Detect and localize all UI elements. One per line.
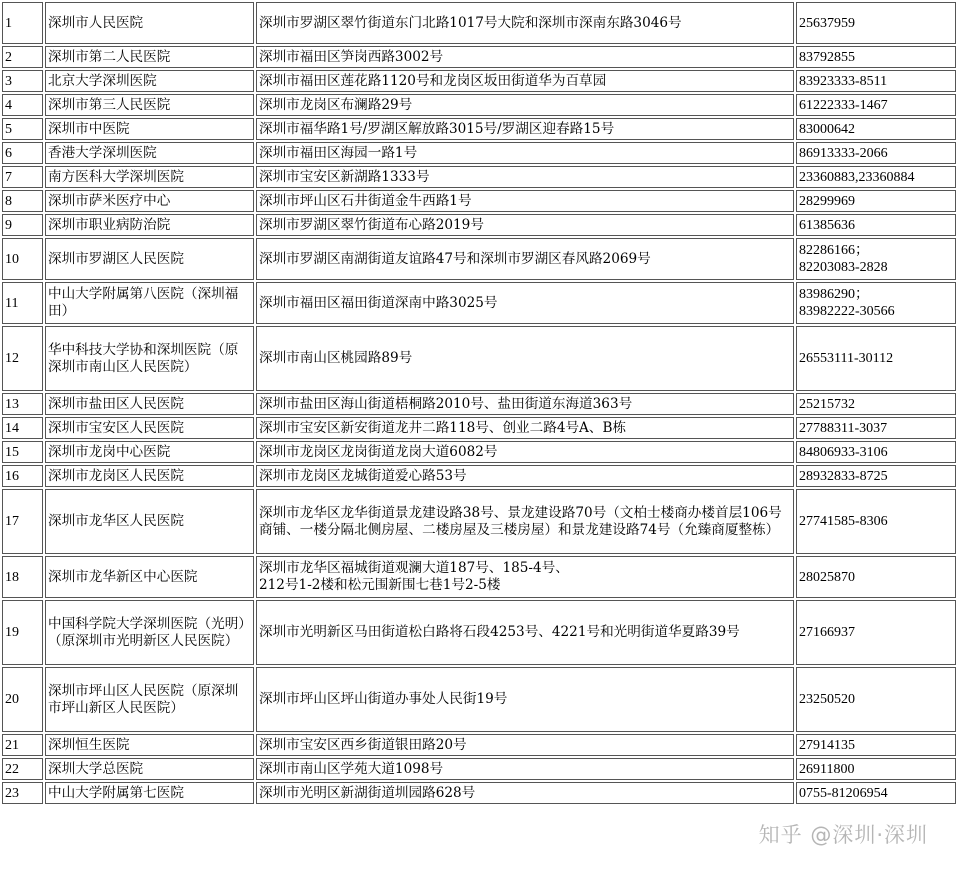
row-number-cell: 17 [2, 489, 43, 554]
hospital-phone-cell: 83000642 [796, 118, 956, 140]
hospital-phone-cell: 27788311-3037 [796, 417, 956, 439]
table-row [2, 238, 956, 280]
hospital-address-cell: 深圳市福田区笋岗西路3002号 [256, 46, 794, 68]
hospital-address-cell: 深圳市福华路1号/罗湖区解放路3015号/罗湖区迎春路15号 [256, 118, 794, 140]
hospital-phone-cell: 27741585-8306 [796, 489, 956, 554]
row-number-cell: 4 [2, 94, 43, 116]
hospital-name-cell: 北京大学深圳医院 [45, 70, 254, 92]
hospital-phone-cell: 25215732 [796, 393, 956, 415]
row-number-cell: 9 [2, 214, 43, 236]
hospital-name-cell: 深圳市宝安区人民医院 [45, 417, 254, 439]
table-row [2, 393, 956, 415]
hospital-name-cell: 深圳恒生医院 [45, 734, 254, 756]
hospital-name-cell: 中山大学附属第八医院（深圳福田） [45, 282, 254, 324]
table-row [2, 417, 956, 439]
table-row [2, 489, 956, 554]
table-row [2, 667, 956, 732]
hospital-table-body [2, 2, 956, 804]
table-row [2, 190, 956, 212]
row-number-cell: 19 [2, 600, 43, 665]
hospital-phone-cell: 84806933-3106 [796, 441, 956, 463]
hospital-address-cell: 深圳市福田区福田街道深南中路3025号 [256, 282, 794, 324]
table-row [2, 282, 956, 324]
hospital-name-cell: 深圳市龙华区人民医院 [45, 489, 254, 554]
table-row [2, 142, 956, 164]
hospital-phone-cell: 28025870 [796, 556, 956, 598]
table-row [2, 166, 956, 188]
hospital-phone-cell: 28932833-8725 [796, 465, 956, 487]
hospital-name-cell: 深圳市中医院 [45, 118, 254, 140]
hospital-name-cell: 深圳市罗湖区人民医院 [45, 238, 254, 280]
row-number-cell: 6 [2, 142, 43, 164]
hospital-name-cell: 深圳市第三人民医院 [45, 94, 254, 116]
table-row [2, 118, 956, 140]
row-number-cell: 8 [2, 190, 43, 212]
row-number-cell: 21 [2, 734, 43, 756]
hospital-name-cell: 中国科学院大学深圳医院（光明）（原深圳市光明新区人民医院） [45, 600, 254, 665]
hospital-phone-cell: 82286166； 82203083-2828 [796, 238, 956, 280]
hospital-phone-cell: 83986290； 83982222-30566 [796, 282, 956, 324]
table-row [2, 734, 956, 756]
row-number-cell: 3 [2, 70, 43, 92]
table-row [2, 758, 956, 780]
row-number-cell: 5 [2, 118, 43, 140]
hospital-address-cell: 深圳市龙岗区布澜路29号 [256, 94, 794, 116]
table-row [2, 70, 956, 92]
hospital-name-cell: 香港大学深圳医院 [45, 142, 254, 164]
table-row [2, 2, 956, 44]
hospital-name-cell: 深圳市龙岗区人民医院 [45, 465, 254, 487]
hospital-address-cell: 深圳市光明区新湖街道圳园路628号 [256, 782, 794, 804]
table-row [2, 326, 956, 391]
hospital-address-cell: 深圳市福田区莲花路1120号和龙岗区坂田街道华为百草园 [256, 70, 794, 92]
hospital-address-cell: 深圳市福田区海园一路1号 [256, 142, 794, 164]
hospital-phone-cell: 27914135 [796, 734, 956, 756]
hospital-name-cell: 中山大学附属第七医院 [45, 782, 254, 804]
row-number-cell: 10 [2, 238, 43, 280]
hospital-phone-cell: 83923333-8511 [796, 70, 956, 92]
row-number-cell: 12 [2, 326, 43, 391]
table-row [2, 94, 956, 116]
row-number-cell: 1 [2, 2, 43, 44]
hospital-address-cell: 深圳市罗湖区翠竹街道东门北路1017号大院和深圳市深南东路3046号 [256, 2, 794, 44]
hospital-phone-cell: 27166937 [796, 600, 956, 665]
hospital-address-cell: 深圳市南山区桃园路89号 [256, 326, 794, 391]
hospital-name-cell: 深圳市人民医院 [45, 2, 254, 44]
table-row [2, 465, 956, 487]
hospital-phone-cell: 26911800 [796, 758, 956, 780]
hospital-address-cell: 深圳市宝安区西乡街道银田路20号 [256, 734, 794, 756]
table-row [2, 441, 956, 463]
table-row [2, 556, 956, 598]
row-number-cell: 22 [2, 758, 43, 780]
hospital-address-cell: 深圳市光明新区马田街道松白路将石段4253号、4221号和光明街道华夏路39号 [256, 600, 794, 665]
hospital-phone-cell: 23250520 [796, 667, 956, 732]
row-number-cell: 15 [2, 441, 43, 463]
row-number-cell: 14 [2, 417, 43, 439]
row-number-cell: 11 [2, 282, 43, 324]
hospital-name-cell: 深圳市坪山区人民医院（原深圳市坪山新区人民医院） [45, 667, 254, 732]
hospital-name-cell: 深圳市第二人民医院 [45, 46, 254, 68]
hospital-address-cell: 深圳市龙华区龙华街道景龙建设路38号、景龙建设路70号（文柏士楼商办楼首层106号商铺、一楼分隔北侧房屋、二楼房屋及三楼房屋）和景龙建设路74号（允臻商厦整栋） [256, 489, 794, 554]
hospital-name-cell: 深圳大学总医院 [45, 758, 254, 780]
hospital-address-cell: 深圳市罗湖区南湖街道友谊路47号和深圳市罗湖区春风路2069号 [256, 238, 794, 280]
hospital-name-cell: 深圳市职业病防治院 [45, 214, 254, 236]
hospital-name-cell: 深圳市龙华新区中心医院 [45, 556, 254, 598]
hospital-name-cell: 深圳市盐田区人民医院 [45, 393, 254, 415]
hospital-address-cell: 深圳市坪山区石井街道金牛西路1号 [256, 190, 794, 212]
hospital-name-cell: 深圳市萨米医疗中心 [45, 190, 254, 212]
table-row [2, 214, 956, 236]
hospital-address-cell: 深圳市龙岗区龙岗街道龙岗大道6082号 [256, 441, 794, 463]
hospital-address-cell: 深圳市宝安区新湖路1333号 [256, 166, 794, 188]
hospital-phone-cell: 61222333-1467 [796, 94, 956, 116]
hospital-phone-cell: 28299969 [796, 190, 956, 212]
hospital-address-cell: 深圳市盐田区海山街道梧桐路2010号、盐田街道东海道363号 [256, 393, 794, 415]
row-number-cell: 20 [2, 667, 43, 732]
row-number-cell: 7 [2, 166, 43, 188]
row-number-cell: 23 [2, 782, 43, 804]
hospital-address-cell: 深圳市宝安区新安街道龙井二路118号、创业二路4号A、B栋 [256, 417, 794, 439]
hospital-name-cell: 深圳市龙岗中心医院 [45, 441, 254, 463]
table-row [2, 782, 956, 804]
hospital-phone-cell: 26553111-30112 [796, 326, 956, 391]
hospital-phone-cell: 83792855 [796, 46, 956, 68]
hospital-phone-cell: 86913333-2066 [796, 142, 956, 164]
row-number-cell: 16 [2, 465, 43, 487]
hospital-phone-cell: 0755-81206954 [796, 782, 956, 804]
hospital-address-cell: 深圳市南山区学苑大道1098号 [256, 758, 794, 780]
table-row [2, 46, 956, 68]
row-number-cell: 13 [2, 393, 43, 415]
hospital-phone-cell: 25637959 [796, 2, 956, 44]
table-row [2, 600, 956, 665]
hospital-address-cell: 深圳市龙岗区龙城街道爱心路53号 [256, 465, 794, 487]
hospital-phone-cell: 61385636 [796, 214, 956, 236]
hospital-name-cell: 南方医科大学深圳医院 [45, 166, 254, 188]
hospital-address-cell: 深圳市罗湖区翠竹街道布心路2019号 [256, 214, 794, 236]
watermark: 知乎 @深圳·深圳 [758, 823, 928, 847]
hospital-address-cell: 深圳市龙华区福城街道观澜大道187号、185-4号、 212号1-2楼和松元围新围七巷1号2-5楼 [256, 556, 794, 598]
hospital-name-cell: 华中科技大学协和深圳医院（原深圳市南山区人民医院） [45, 326, 254, 391]
hospital-address-cell: 深圳市坪山区坪山街道办事处人民街19号 [256, 667, 794, 732]
hospital-phone-cell: 23360883,23360884 [796, 166, 956, 188]
row-number-cell: 2 [2, 46, 43, 68]
row-number-cell: 18 [2, 556, 43, 598]
